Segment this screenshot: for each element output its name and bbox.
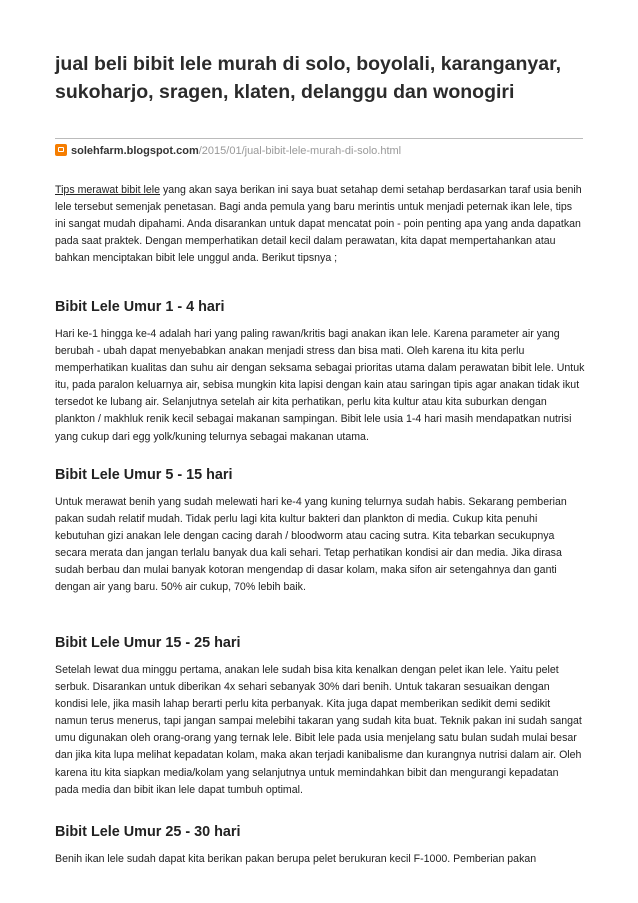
page-title: jual beli bibit lele murah di solo, boyolali, karanganyar, sukoharjo, sragen, klaten, delanggu dan wonogiri bbox=[55, 53, 562, 103]
section-umur-15-25 bbox=[55, 633, 585, 799]
intro-link[interactable]: Tips merawat bibit lele bbox=[55, 184, 160, 196]
section-umur-1-4 bbox=[55, 297, 585, 446]
section-body: Hari ke-1 hingga ke-4 adalah hari yang paling rawan/kritis bagi anakan ikan lele. Karena parameter air yang berubah - ubah dapat menyebabkan anakan menjadi stress dan bisa mati. Oleh karena itu kita perlu memperhatikan kualitas dan suhu air dengan seksama sebagai prioritas utama dalam perawatan bibit lele. Untuk itu, pada paralon keluarnya air, sebisa mungkin kita lapisi dengan kain atau saringan tipis agar anakan tidak ikut tersedot ke lubang air. Selanjutnya setelah air kita perhatikan, perlu kita kultur atau kita suburkan dengan plankton / makhluk renik kecil sebagai makanan sampingan. Bibit lele usia 1-4 hari masih mendapatkan nutrisi yang cukup dari egg yolk/kuning telurnya sebagai makanan utama. bbox=[55, 328, 585, 443]
section-heading: Bibit Lele Umur 25 - 30 hari bbox=[55, 824, 241, 840]
section-umur-25-30 bbox=[55, 822, 585, 868]
source-line[interactable] bbox=[55, 144, 401, 158]
section-body: Untuk merawat benih yang sudah melewati hari ke-4 yang kuning telurnya sudah habis. Sekarang pemberian pakan sudah relatif mudah. Tidak perlu lagi kita kultur bakteri dan plankton di media. Cukup kita penuhi kebutuhan gizi anakan lele dengan cacing darah / bloodworm atau cacing sutra. Kita tebarkan secukupnya secara merata dan jangan terlalu banyak dua kali sehari. Tetap perhatikan kondisi air dan media. Jika dirasa sudah berbau dan mulai banyak kotoran mengendap di dasar kolam, maka sifon air setengahnya dan ganti dengan air yang baru. 50% air cukup, 70% lebih baik. bbox=[55, 496, 567, 594]
section-heading: Bibit Lele Umur 1 - 4 hari bbox=[55, 299, 225, 315]
intro-section bbox=[55, 182, 585, 267]
title-divider bbox=[55, 138, 583, 139]
section-body: Benih ikan lele sudah dapat kita berikan pakan berupa pelet berukuran kecil F-1000. Pemberian pakan bbox=[55, 853, 537, 865]
section-heading: Bibit Lele Umur 15 - 25 hari bbox=[55, 635, 241, 651]
source-domain[interactable]: solehfarm.blogspot.com bbox=[71, 145, 199, 157]
source-path[interactable]: /2015/01/jual-bibit-lele-murah-di-solo.html bbox=[198, 145, 402, 157]
intro-paragraph bbox=[55, 182, 585, 267]
blogger-icon bbox=[55, 144, 67, 156]
section-umur-5-15 bbox=[55, 465, 585, 597]
section-body: Setelah lewat dua minggu pertama, anakan lele sudah bisa kita kenalkan dengan pelet ikan lele. Yaitu pelet serbuk. Disarankan untuk diberikan 4x sehari sebanyak 30% dari benih. Untuk takaran sesuaikan dengan kondisi lele, jika masih lahap berarti perlu kita perbanyak. Kita juga dapat memberikan sedikit demi sedikit namun terus menerus, tapi jangan sampai melebihi takaran yang sudah kita buat. Teknik pakan ini sudah sangat umu digunakan oleh orang-orang yang ternak lele. Bibit lele pada usia menjelang satu bulan sudah mulai besar dan jika kita lupa melihat kepadatan kolam, maka akan terjadi kanibalisme dan kurangnya nutrisi dalam air. Oleh karena itu kita siapkan media/kolam yang selanjutnya untuk memindahkan bibit dan mengurangi kepadatan pada media dan bibit ikan lele dapat tumbuh optimal. bbox=[55, 664, 582, 796]
intro-text: yang akan saya berikan ini saya buat setahap demi setahap berdasarkan taraf usia benih lele tersebut semenjak penetasan. Bagi anda pemula yang baru merintis untuk menjadi peternak ikan lele, tips ini sangat mudah dipahami. Anda disarankan untuk dapat mencatat poin - poin penting apa yang anda dapatkan pada saat praktek. Dengan memperhatikan detail kecil dalam perawatan, kita dapat mempertahankan atau bahkan menciptakan bibit lele unggul anda. Berikut tipsnya ; bbox=[55, 184, 582, 265]
section-heading: Bibit Lele Umur 5 - 15 hari bbox=[55, 467, 233, 483]
